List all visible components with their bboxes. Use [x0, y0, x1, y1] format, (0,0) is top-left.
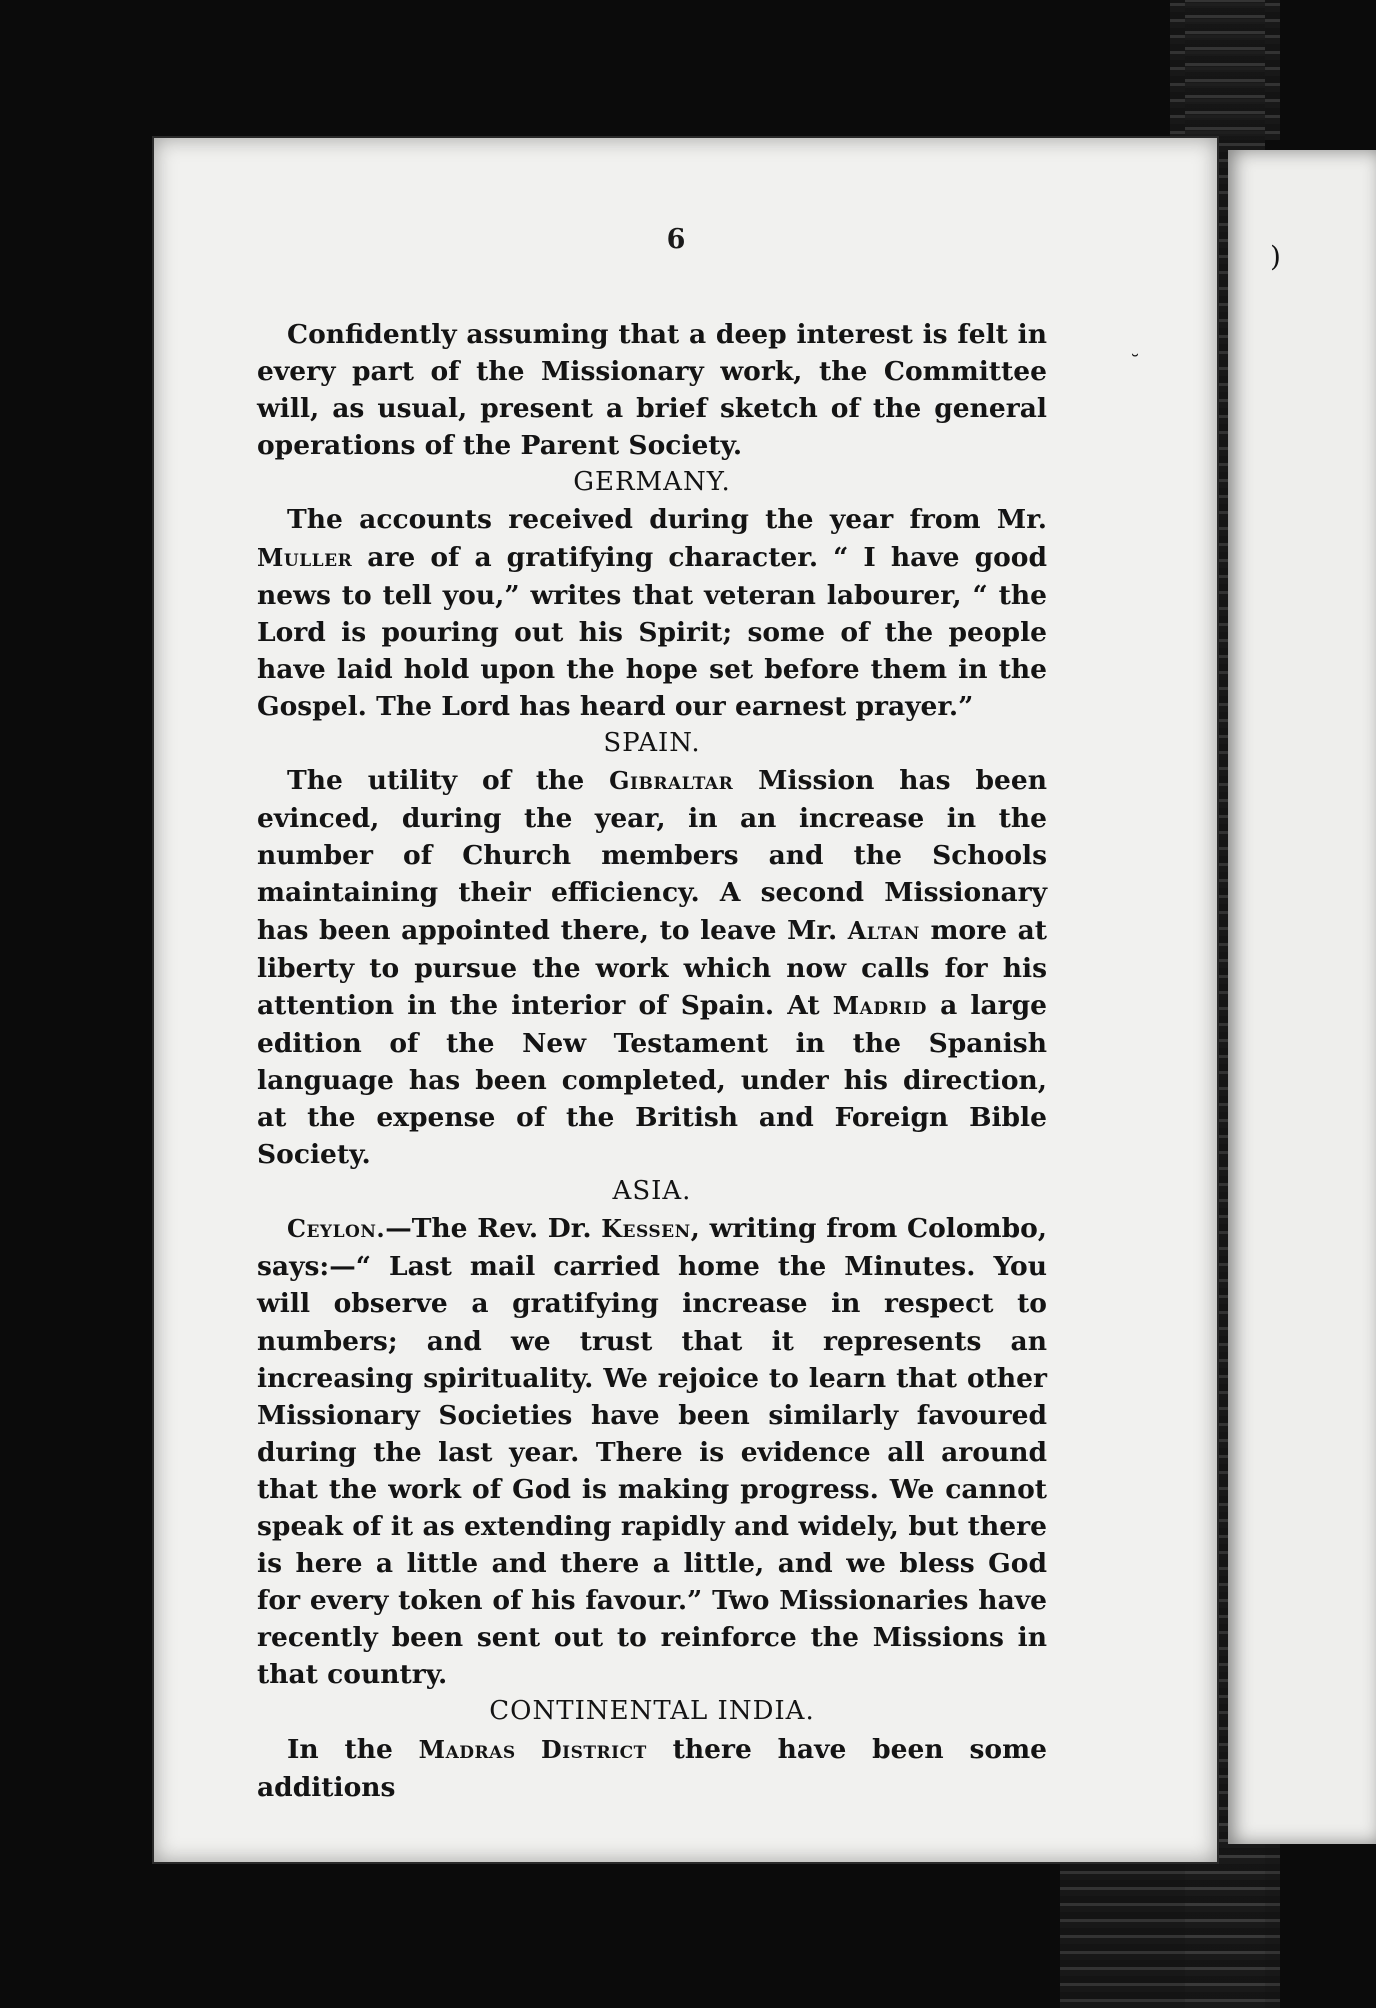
name-muller: Muller [257, 543, 353, 572]
document-page [152, 136, 1219, 1864]
germany-text-1: The accounts received during the year from Mr. [287, 504, 1047, 536]
scan-mark: ˘ [1130, 350, 1140, 374]
heading-spain: SPAIN. [603, 728, 701, 759]
place-madrid: Madrid [832, 991, 927, 1020]
top-margin [257, 228, 1047, 316]
india-paragraph [257, 1731, 1047, 1806]
heading-germany: GERMANY. [573, 467, 731, 498]
india-text-2: there have been some additions [257, 1733, 1047, 1803]
place-gibraltar: Gibraltar [609, 767, 734, 796]
heading-asia: ASIA. [612, 1176, 692, 1207]
page-number: 6 [666, 224, 686, 255]
asia-text-1: —The Rev. Dr. [385, 1213, 602, 1245]
asia-text-2: , writing from Colombo, says:—“ Last mail carried home the Minutes. You will observe a gratifying increase in respect to numbers; and we trust that it represents an increasing spirituality. We rejoice to learn that other Missionary Societies have been similarly favoured during the last year. There is evidence all around that the work of God is making progress. We cannot speak of it as extending rapidly and widely, but there is here a little and there a little, and we bless God for every token of his favour.” Two Missionaries have recently been sent out to reinforce the Missions in that country. [257, 1213, 1047, 1691]
intro-paragraph: Confidently assuming that a deep interest is felt in every part of the Missionary work, the Committee will, as usual, present a brief sketch of the general operations of the Parent Society. [257, 319, 1047, 462]
scan-mark: ) [1270, 240, 1281, 273]
india-text-1: In the [287, 1733, 419, 1765]
name-altan: Altan [847, 916, 920, 945]
spain-text-1: The utility of the [287, 765, 610, 797]
place-ceylon: Ceylon. [287, 1215, 386, 1244]
heading-continental-india: CONTINENTAL INDIA. [489, 1696, 815, 1727]
asia-paragraph [257, 1210, 1047, 1693]
facing-page-edge [1228, 150, 1376, 1844]
page-text [257, 228, 1047, 1806]
germany-text-2: are of a gratifying character. “ I have good news to tell you,” writes that veteran labourer, “ the Lord is pouring out his Spirit; some of the people have laid hold upon the hope set before them in the Gospel. The Lord has heard our earnest prayer.” [257, 541, 1047, 722]
spain-text-4: a large edition of the New Testament in the Spanish language has been completed, under his direction, at the expense of the British and Foreign Bible Society. [257, 989, 1048, 1171]
place-madras-district: Madras District [418, 1735, 647, 1764]
spain-text-2: Mission has been evinced, during the year, in an increase in the number of Church members and the Schools maintaining their efficiency. A second Missionary has been appointed there, to leave Mr. [257, 765, 1047, 946]
name-kessen: Kessen [601, 1215, 691, 1244]
spain-paragraph [257, 762, 1047, 1173]
spain-text-3: more at liberty to pursue the work which now calls for his attention in the interior of Spain. At [257, 914, 1047, 1021]
germany-paragraph [257, 501, 1047, 725]
